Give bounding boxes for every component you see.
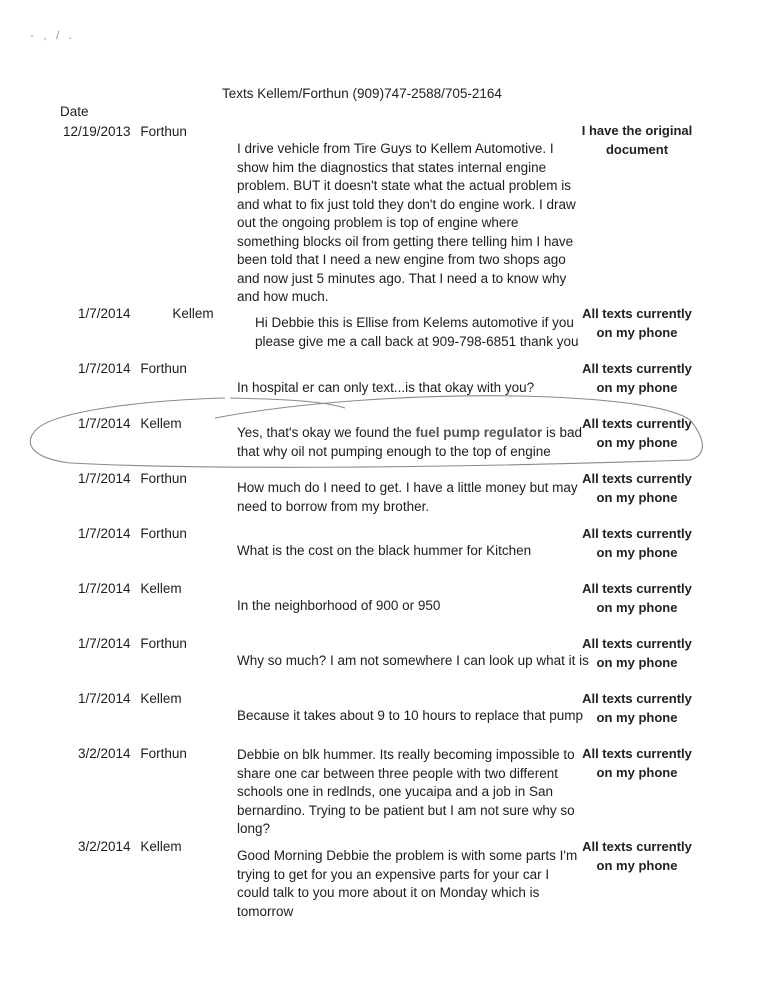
entry-sender: Forthun <box>140 526 187 541</box>
entry-message: What is the cost on the black hummer for Kitchen <box>237 543 532 558</box>
entry-date: 1/7/2014 <box>78 526 131 541</box>
entry-message <box>237 424 582 461</box>
entry-message: Why so much? I am not somewhere I can look up what it is <box>237 653 589 668</box>
underline-stroke <box>230 398 345 408</box>
entry-sender: Forthun <box>140 124 187 139</box>
entry-meta <box>78 361 187 376</box>
entry-message: Because it takes about 9 to 10 hours to replace that pump <box>237 708 583 723</box>
entry-message: Good Morning Debbie the problem is with some parts I'm trying to get for you an expensive parts for your car I could talk to you more about it on Monday which is tomorrow <box>237 848 578 919</box>
entry-date: 3/2/2014 <box>78 746 131 761</box>
entry-note: All texts currently on my phone <box>582 471 692 505</box>
entry-note: All texts currently on my phone <box>582 416 692 450</box>
entry-note: All texts currently on my phone <box>582 306 692 340</box>
entry-date: 1/7/2014 <box>78 306 131 321</box>
message-text: Yes, that's okay we found the <box>237 425 416 440</box>
entry-meta <box>78 526 187 541</box>
entry-message: Hi Debbie this is Ellise from Kelems automotive if you please give me a call back at 909-798-6851 thank you <box>255 315 579 349</box>
entry-note: All texts currently on my phone <box>582 526 692 560</box>
entry-message: I drive vehicle from Tire Guys to Kellem Automotive. I show him the diagnostics that states internal engine problem. BUT it doesn't state what the actual problem is and what to fix just told they don't do engine work. I draw out the ongoing problem is top of engine where something blocks oil from getting there telling him I have been told that I need a new engine from two shops ago and now just 5 minutes ago. That I need a to know why and how much. <box>237 141 576 304</box>
entry-sender: Kellem <box>140 839 182 854</box>
entry-note: All texts currently on my phone <box>582 361 692 395</box>
entry-date: 1/7/2014 <box>78 361 131 376</box>
entry-note: All texts currently on my phone <box>582 839 692 873</box>
entry-date: 1/7/2014 <box>78 691 131 706</box>
entry-meta <box>78 306 214 321</box>
document-title: Texts Kellem/Forthun (909)747-2588/705-2164 <box>222 86 502 101</box>
entry-meta <box>78 471 187 486</box>
entry-meta <box>78 416 182 431</box>
entry-sender: Forthun <box>140 361 187 376</box>
entry-sender: Forthun <box>140 471 187 486</box>
entry-date: 12/19/2013 <box>63 124 131 139</box>
entry-meta <box>63 124 187 139</box>
entry-meta <box>78 839 182 854</box>
entry-meta <box>78 691 182 706</box>
entry-note: All texts currently on my phone <box>582 691 692 725</box>
entry-sender: Forthun <box>140 636 187 651</box>
entry-sender: Kellem <box>140 416 182 431</box>
handwritten-marks: - , / . <box>30 28 75 42</box>
entry-date: 1/7/2014 <box>78 636 131 651</box>
entry-date: 1/7/2014 <box>78 416 131 431</box>
entry-message: In hospital er can only text...is that okay with you? <box>237 380 535 395</box>
entry-note: All texts currently on my phone <box>582 636 692 670</box>
entry-sender: Forthun <box>140 746 187 761</box>
entry-meta <box>78 636 187 651</box>
entry-date: 3/2/2014 <box>78 839 131 854</box>
highlighted-phrase: fuel pump regulator <box>415 425 543 440</box>
entry-message: How much do I need to get. I have a little money but may need to borrow from my brother. <box>237 480 578 514</box>
entry-sender: Kellem <box>140 691 182 706</box>
entry-note: All texts currently on my phone <box>582 581 692 615</box>
entry-message: Debbie on blk hummer. Its really becoming impossible to share one car between three people with two different schools one in redlnds, one yucaipa and a job in San bernardino. Trying to be patient but I am not sure why so long? <box>237 747 575 836</box>
entry-note: All texts currently on my phone <box>582 746 692 780</box>
entry-note: I have the original document <box>581 123 693 157</box>
entry-date: 1/7/2014 <box>78 471 131 486</box>
message-text: is bad that why oil not pumping enough to the top of engine <box>237 425 582 459</box>
entry-message: In the neighborhood of 900 or 950 <box>237 598 441 613</box>
entry-sender: Kellem <box>172 306 214 321</box>
date-column-header: Date <box>60 104 89 119</box>
entry-date: 1/7/2014 <box>78 581 131 596</box>
entry-meta <box>78 581 182 596</box>
entry-sender: Kellem <box>140 581 182 596</box>
entry-meta <box>78 746 187 761</box>
